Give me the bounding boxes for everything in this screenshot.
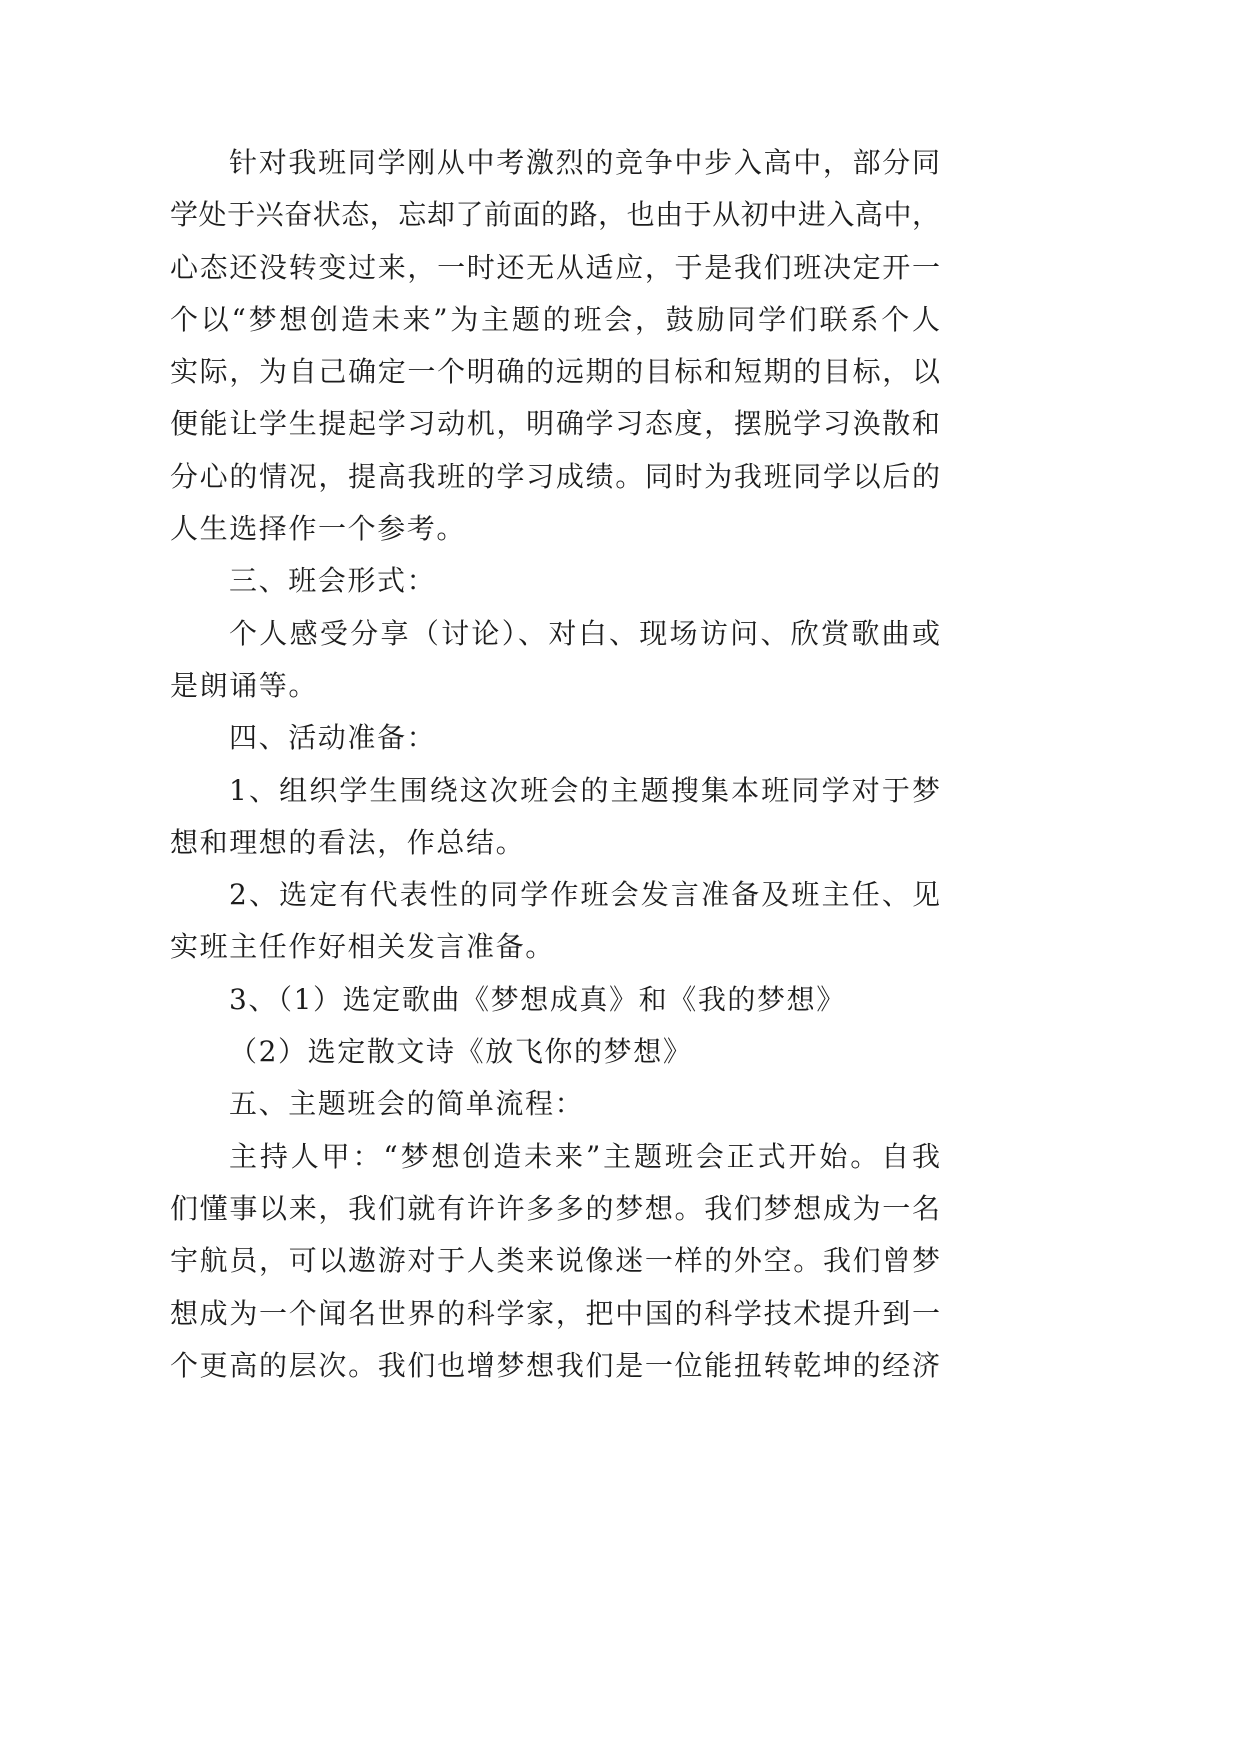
paragraph-purpose: [170, 137, 940, 555]
list-item-3: [170, 974, 940, 1026]
text-line: 实班主任作好相关发言准备。: [170, 930, 555, 964]
text-line: 人生选择作一个参考。: [170, 512, 467, 546]
text-line: 宇航员，可以遨游对于人类来说像迷一样的外空。我们曾梦: [170, 1244, 940, 1278]
text-line: 2、选定有代表性的同学作班会发言准备及班主任、见: [229, 878, 940, 912]
section-heading-format: [170, 555, 940, 607]
list-item-3-sub-2: [170, 1026, 940, 1078]
text-line: 主持人甲：“梦想创造未来”主题班会正式开始。自我: [229, 1139, 940, 1173]
text-line: 实际，为自己确定一个明确的远期的目标和短期的目标，以: [170, 355, 940, 389]
text-line: 心态还没转变过来，一时还无从适应，于是我们班决定开一: [170, 250, 940, 284]
section-heading-procedure: [170, 1078, 940, 1130]
text-line: 想和理想的看法，作总结。: [170, 825, 526, 859]
text-line: 分心的情况，提高我班的学习成绩。同时为我班同学以后的: [170, 459, 940, 493]
text-line: 们懂事以来，我们就有许许多多的梦想。我们梦想成为一名: [170, 1191, 940, 1225]
text-line: 是朗诵等。: [170, 668, 319, 702]
heading-line: 四、活动准备：: [229, 721, 437, 755]
paragraph-host-speech: [170, 1131, 940, 1392]
heading-line: 三、班会形式：: [229, 564, 437, 598]
text-line: 个人感受分享（讨论）、对白、现场访问、欣赏歌曲或: [229, 616, 940, 650]
list-item-1: [170, 765, 940, 870]
text-line: 想成为一个闻名世界的科学家，把中国的科学技术提升到一: [170, 1296, 940, 1330]
document-body: [170, 137, 940, 1392]
list-item-2: [170, 869, 940, 974]
text-line: （2）选定散文诗《放飞你的梦想》: [229, 1035, 693, 1069]
section-heading-preparation: [170, 712, 940, 764]
text-line: 针对我班同学刚从中考激烈的竞争中步入高中，部分同: [229, 146, 940, 179]
text-line: 便能让学生提起学习动机，明确学习态度，摆脱学习涣散和: [170, 407, 940, 441]
text-line: 学处于兴奋状态，忘却了前面的路，也由于从初中进入高中，: [170, 198, 940, 232]
heading-line: 五、主题班会的简单流程：: [229, 1087, 585, 1121]
text-line: 个更高的层次。我们也增梦想我们是一位能扭转乾坤的经济: [170, 1348, 940, 1382]
text-line: 个以“梦想创造未来”为主题的班会，鼓励同学们联系个人: [170, 302, 940, 336]
paragraph-format: [170, 608, 940, 713]
text-line: 1、组织学生围绕这次班会的主题搜集本班同学对于梦: [229, 773, 940, 807]
text-line: 3、（1）选定歌曲《梦想成真》和《我的梦想》: [229, 982, 846, 1016]
